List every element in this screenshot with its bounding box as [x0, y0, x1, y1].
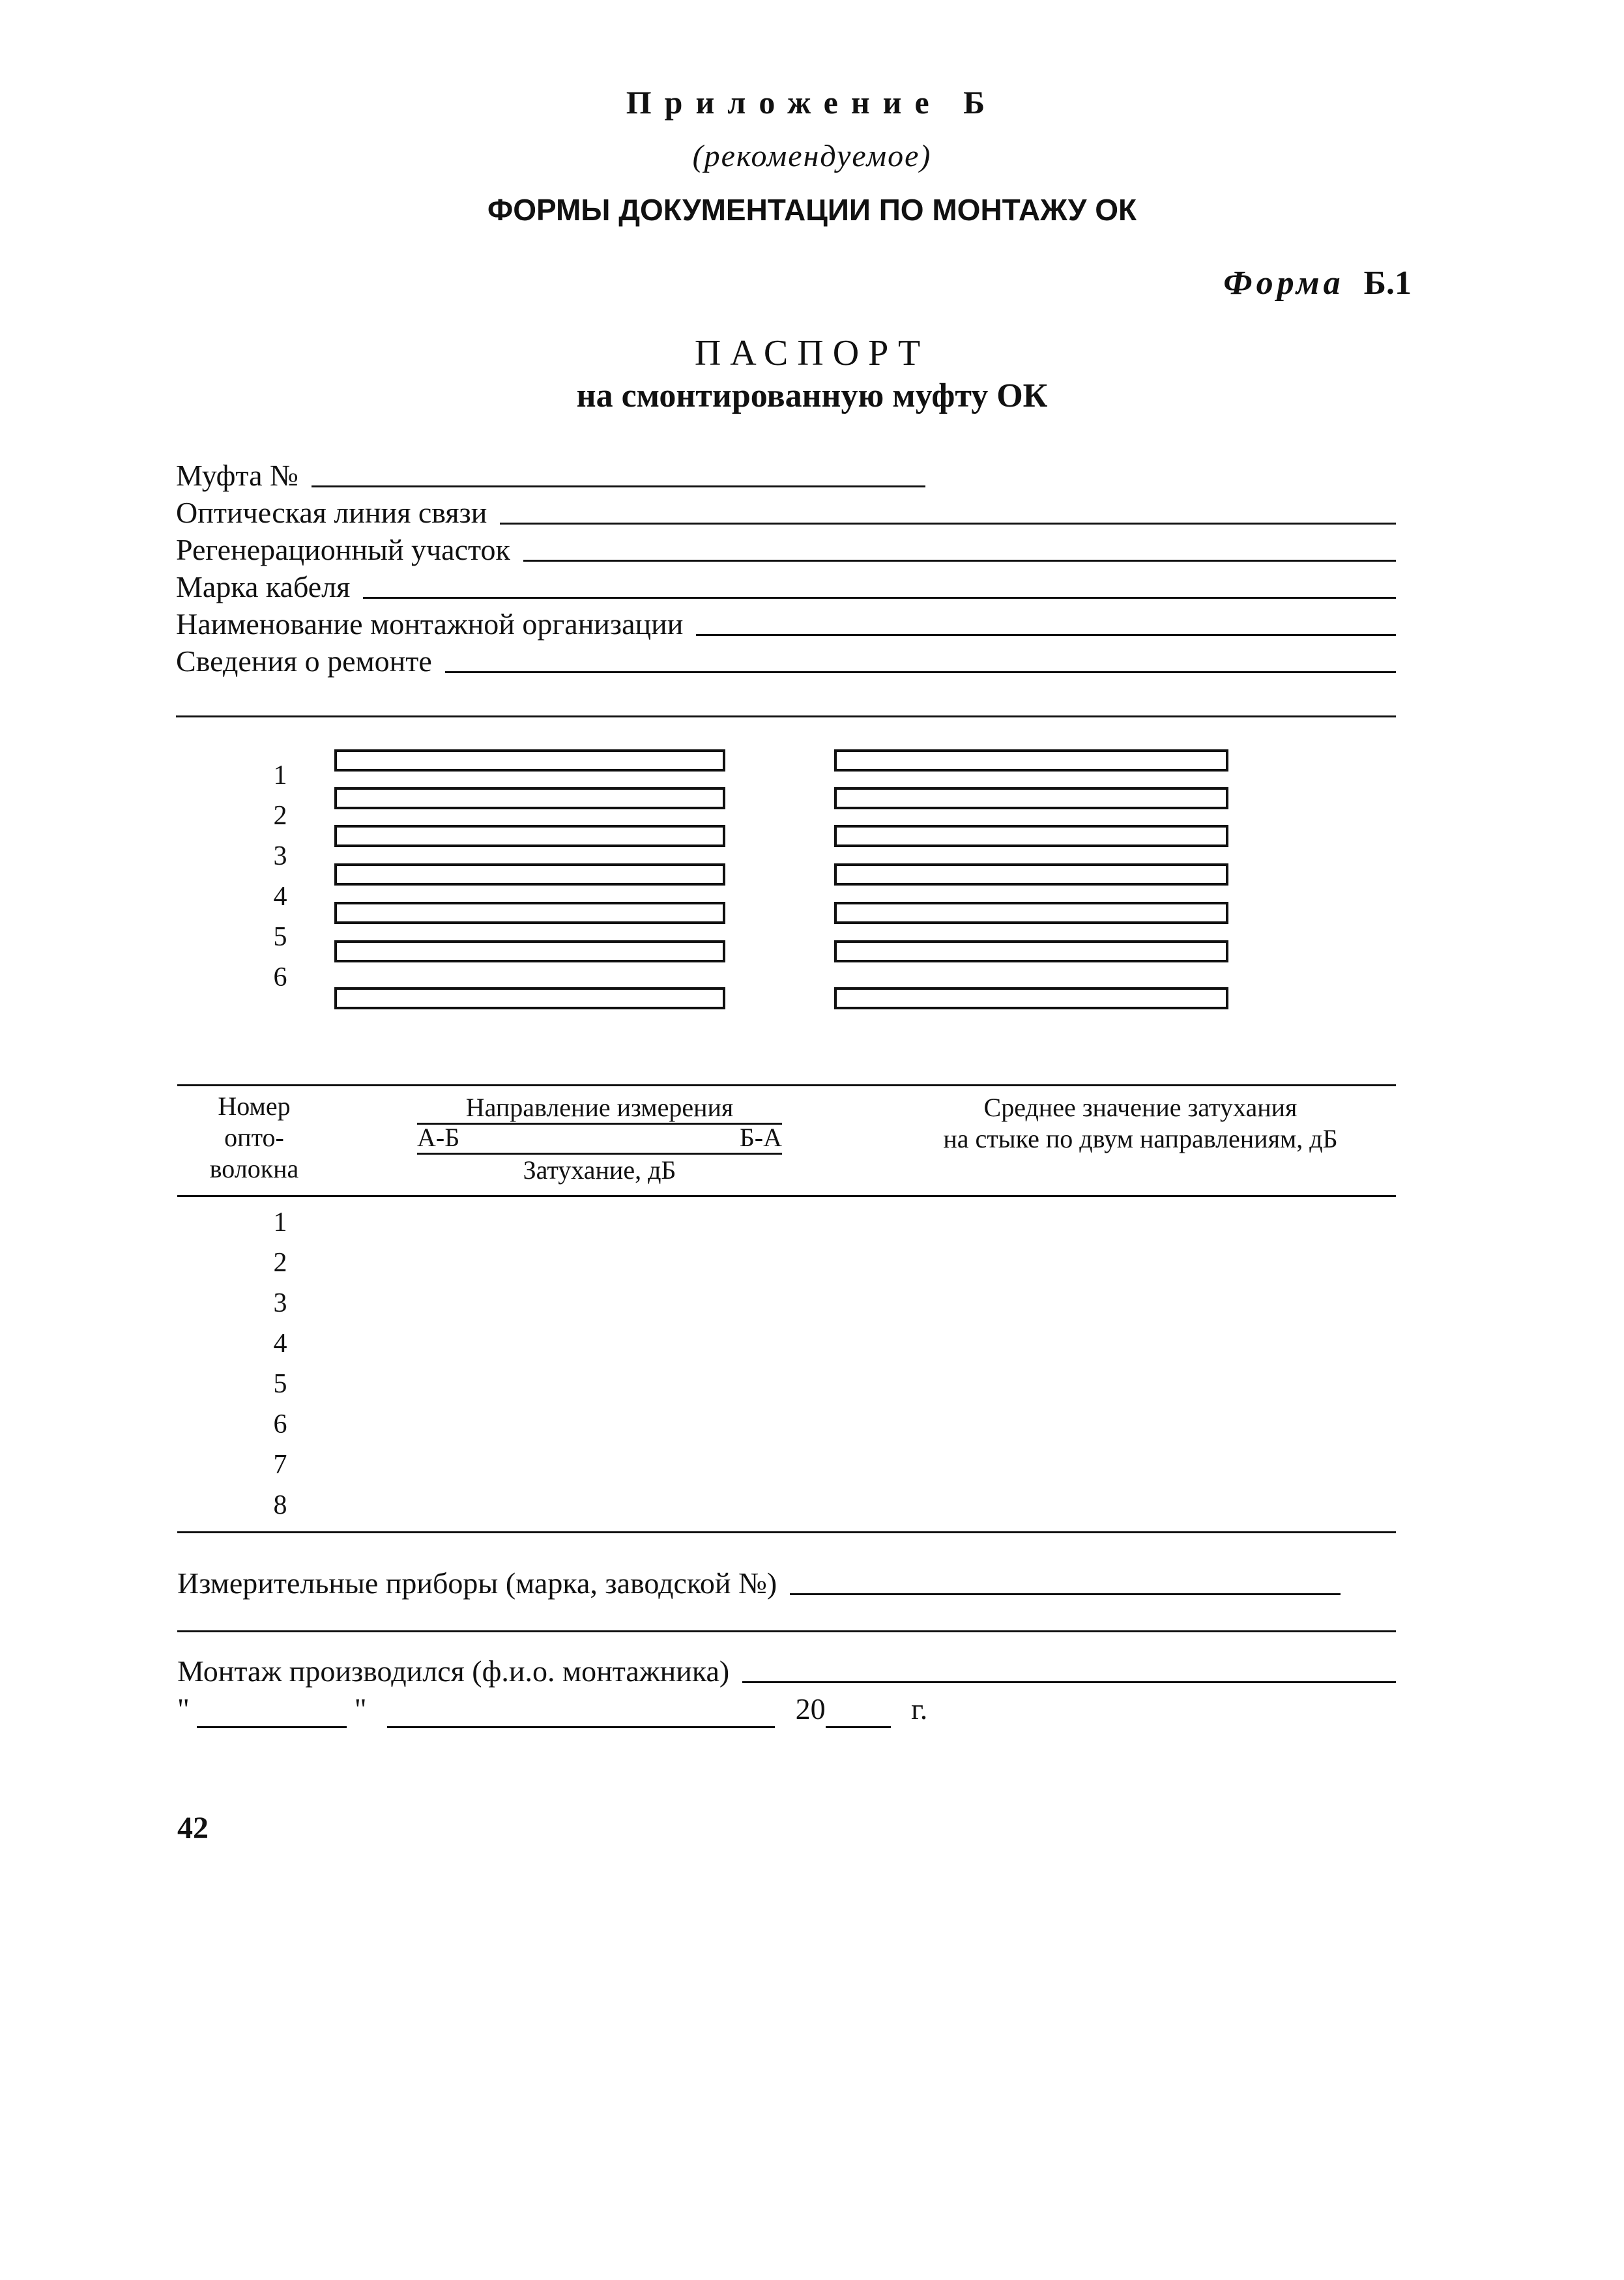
form-number: Б.1	[1363, 265, 1412, 302]
day-blank[interactable]	[197, 1692, 347, 1728]
col1-line: Номер	[218, 1091, 291, 1121]
direction-header: Направление измерения	[465, 1093, 734, 1122]
coupling-line[interactable]	[312, 485, 925, 487]
fiber-box-left	[334, 902, 725, 924]
table-header-rule	[177, 1195, 1396, 1197]
fiber-box-left	[334, 825, 725, 847]
page-number: 42	[177, 1811, 209, 1845]
section-label: Регенерационный участок	[176, 533, 510, 566]
fiber-box-right	[834, 787, 1228, 809]
cable-field[interactable]	[176, 568, 1396, 604]
dir-ab-label: А-Б	[417, 1123, 460, 1152]
fiber-label: 3	[273, 841, 287, 871]
avg-header	[873, 1092, 1408, 1155]
table-row-number: 6	[273, 1409, 287, 1439]
col-fiber-number-header	[182, 1091, 326, 1185]
fiber-box-right	[834, 825, 1228, 847]
table-top-rule	[177, 1084, 1396, 1086]
attenuation-header: Затухание, дБ	[523, 1155, 676, 1185]
coupling-label: Муфта №	[176, 459, 298, 492]
org-label: Наименование монтажной организации	[176, 607, 684, 641]
line-line[interactable]	[500, 523, 1396, 525]
table-row-number: 4	[273, 1329, 287, 1359]
fiber-box-left	[334, 863, 725, 886]
section-field[interactable]	[176, 530, 1396, 567]
instruments-continuation-line[interactable]	[177, 1630, 1396, 1632]
passport-title: ПАСПОРТ	[694, 333, 930, 373]
fiber-box-left	[334, 787, 725, 809]
table-row-number: 3	[273, 1288, 287, 1318]
year-suffix: г.	[911, 1692, 928, 1725]
org-line[interactable]	[696, 634, 1396, 636]
forms-title: ФОРМЫ ДОКУМЕНТАЦИИ ПО МОНТАЖУ ОК	[487, 193, 1137, 227]
passport-subtitle: на смонтированную муфту ОК	[576, 377, 1048, 414]
quote-open: "	[177, 1692, 190, 1725]
quote-close: "	[354, 1692, 367, 1725]
fiber-box-right	[834, 987, 1228, 1009]
coupling-field[interactable]	[176, 456, 925, 493]
col1-line: волокна	[209, 1154, 299, 1183]
table-row-number: 8	[273, 1490, 287, 1520]
date-line	[177, 1692, 927, 1728]
col1-line: опто-	[224, 1123, 284, 1152]
repair-field[interactable]	[176, 642, 1396, 678]
section-line[interactable]	[523, 560, 1396, 562]
cable-label: Марка кабеля	[176, 570, 351, 603]
fiber-label: 1	[273, 760, 287, 790]
repair-continuation-line[interactable]	[176, 715, 1396, 717]
cable-line[interactable]	[363, 597, 1396, 599]
table-row-number: 7	[273, 1450, 287, 1480]
assembled-line[interactable]	[742, 1681, 1396, 1683]
appendix-title: Приложение Б	[626, 84, 998, 121]
dir-ba-label: Б-А	[739, 1123, 782, 1152]
fiber-box-left	[334, 749, 725, 772]
fiber-box-right	[834, 863, 1228, 886]
fiber-box-right	[834, 749, 1228, 772]
form-word: Форма	[1223, 265, 1344, 302]
org-field[interactable]	[176, 605, 1396, 641]
fiber-label: 5	[273, 922, 287, 952]
assembled-label: Монтаж производился (ф.и.о. монтажника)	[177, 1654, 730, 1688]
assembled-field[interactable]	[177, 1652, 1396, 1688]
fiber-label: 4	[273, 882, 287, 912]
fiber-box-right	[834, 902, 1228, 924]
table-row-number: 2	[273, 1248, 287, 1278]
fiber-box-right	[834, 940, 1228, 962]
instruments-line[interactable]	[790, 1593, 1341, 1595]
recommended-label: (рекомендуемое)	[692, 139, 932, 173]
table-row-number: 1	[273, 1207, 287, 1237]
form-label	[1223, 264, 1412, 302]
repair-line[interactable]	[445, 671, 1396, 673]
year-blank[interactable]	[826, 1692, 891, 1728]
fiber-label: 2	[273, 801, 287, 831]
line-label: Оптическая линия связи	[176, 496, 487, 529]
year-prefix: 20	[795, 1692, 826, 1725]
table-bottom-rule	[177, 1531, 1396, 1533]
fiber-box-left	[334, 940, 725, 962]
fiber-label: 6	[273, 962, 287, 992]
instruments-label: Измерительные приборы (марка, заводской №)	[177, 1566, 777, 1600]
fiber-box-left	[334, 987, 725, 1009]
table-row-number: 5	[273, 1369, 287, 1399]
instruments-field[interactable]	[177, 1564, 1341, 1600]
avg-header-line: Среднее значение затухания	[983, 1093, 1298, 1122]
month-blank[interactable]	[387, 1692, 775, 1728]
line-field[interactable]	[176, 493, 1396, 530]
repair-label: Сведения о ремонте	[176, 644, 432, 678]
avg-header-line: на стыке по двум направлениям, дБ	[943, 1124, 1338, 1153]
